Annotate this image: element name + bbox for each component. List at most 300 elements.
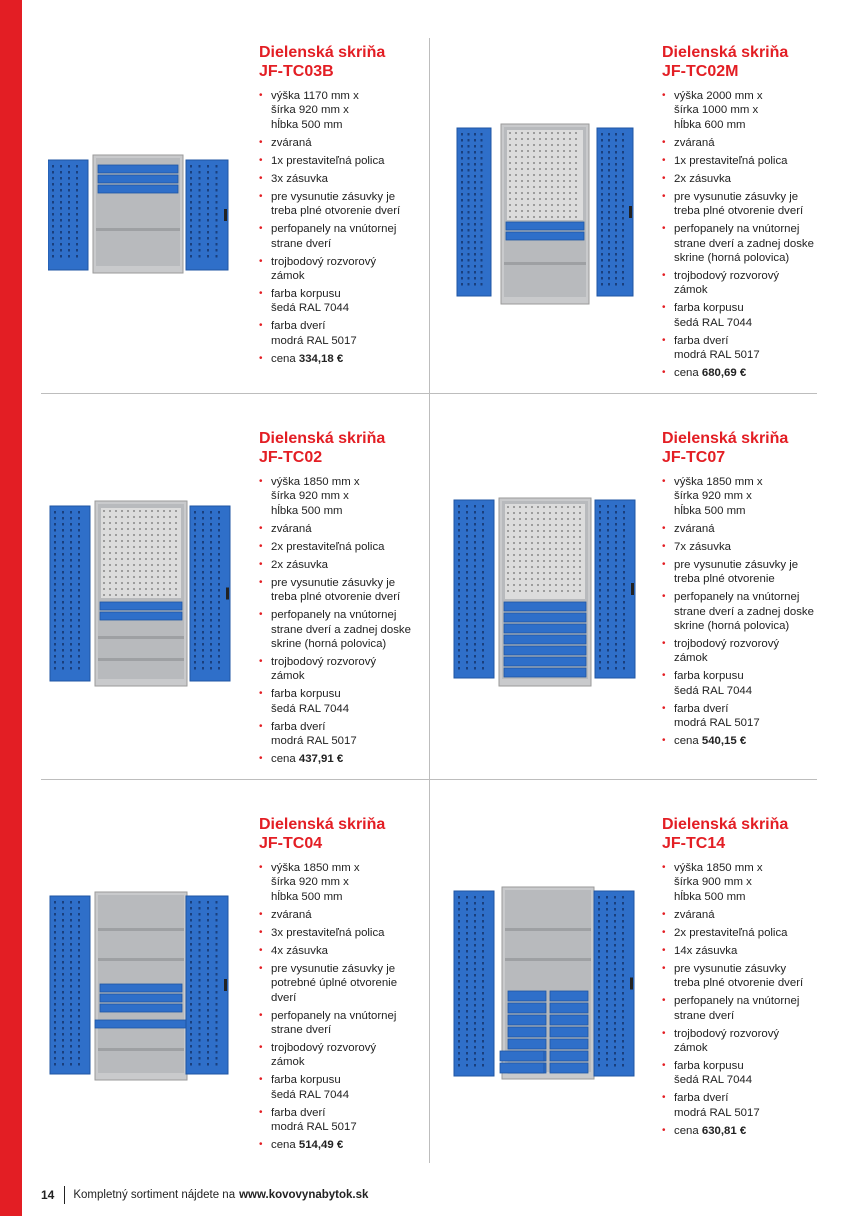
back-perforation — [573, 566, 575, 568]
door-perforation — [216, 919, 218, 922]
door-perforation — [62, 541, 64, 544]
door-perforation — [216, 171, 218, 174]
door-perforation — [607, 601, 609, 604]
door-perforation — [623, 595, 625, 598]
door-perforation — [601, 217, 603, 220]
door-perforation — [615, 655, 617, 658]
spec-item: • výška 2000 mm x šírka 1000 mm x hĺbka 600 mm — [662, 89, 837, 132]
door-perforation — [474, 505, 476, 508]
door-perforation — [458, 920, 460, 923]
door-perforation — [190, 171, 192, 174]
door-perforation — [599, 523, 601, 526]
door-perforation — [199, 943, 201, 946]
back-perforation — [579, 578, 581, 580]
back-perforation — [139, 582, 141, 584]
back-perforation — [519, 572, 521, 574]
door-perforation — [474, 601, 476, 604]
door-perforation — [216, 225, 218, 228]
door-perforation — [458, 998, 460, 1001]
door-perforation — [207, 231, 209, 234]
back-perforation — [103, 522, 105, 524]
back-perforation — [533, 192, 535, 194]
back-perforation — [521, 180, 523, 182]
door-perforation — [202, 559, 204, 562]
door-perforation — [199, 201, 201, 204]
door-perforation — [458, 956, 460, 959]
door-perforation — [218, 547, 220, 550]
door-perforation — [199, 1033, 201, 1036]
back-perforation — [575, 180, 577, 182]
back-perforation — [133, 516, 135, 518]
door-perforation — [607, 607, 609, 610]
door-perforation — [466, 1022, 468, 1025]
door-perforation — [62, 901, 64, 904]
door-perforation — [608, 277, 610, 280]
door-perforation — [199, 1015, 201, 1018]
door-perforation — [468, 133, 470, 136]
door-perforation — [607, 625, 609, 628]
cabinet-image-jf-tc07 — [452, 494, 637, 689]
price-value: 680,69 € — [701, 367, 747, 380]
spec-item: • farba dverí modrá RAL 5017 — [259, 1106, 434, 1135]
back-perforation — [567, 506, 569, 508]
back-perforation — [555, 578, 557, 580]
door-perforation — [606, 914, 608, 917]
door-perforation — [190, 165, 192, 168]
door-perforation — [466, 643, 468, 646]
door-perforation — [614, 1040, 616, 1043]
door-perforation — [210, 589, 212, 592]
door-perforation — [216, 979, 218, 982]
door-perforation — [210, 619, 212, 622]
door-perforation — [607, 619, 609, 622]
back-perforation — [145, 570, 147, 572]
door-perforation — [190, 207, 192, 210]
cabinet-drawer — [550, 1015, 588, 1025]
back-perforation — [103, 528, 105, 530]
back-perforation — [575, 186, 577, 188]
door-perforation — [190, 195, 192, 198]
door-perforation — [70, 1063, 72, 1066]
door-perforation — [52, 213, 54, 216]
back-perforation — [551, 192, 553, 194]
back-perforation — [515, 132, 517, 134]
back-perforation — [531, 536, 533, 538]
back-perforation — [557, 162, 559, 164]
door-perforation — [614, 1046, 616, 1049]
door-perforation — [62, 607, 64, 610]
door-perforation — [70, 565, 72, 568]
door-perforation — [607, 547, 609, 550]
door-perforation — [622, 139, 624, 142]
footer-separator — [64, 1186, 65, 1204]
door-perforation — [614, 1010, 616, 1013]
back-perforation — [139, 528, 141, 530]
door-perforation — [481, 157, 483, 160]
door-perforation — [78, 643, 80, 646]
back-perforation — [151, 588, 153, 590]
cabinet-drawer — [100, 994, 182, 1002]
door-perforation — [474, 619, 476, 622]
door-perforation — [458, 938, 460, 941]
back-perforation — [519, 554, 521, 556]
back-perforation — [121, 510, 123, 512]
door-perforation — [615, 583, 617, 586]
door-perforation — [68, 189, 70, 192]
back-perforation — [567, 548, 569, 550]
product-jf-tc14 — [662, 815, 837, 1142]
back-perforation — [509, 192, 511, 194]
door-perforation — [210, 655, 212, 658]
cabinet-drawer — [550, 1063, 588, 1073]
back-perforation — [527, 168, 529, 170]
back-perforation — [575, 138, 577, 140]
back-perforation — [133, 582, 135, 584]
door-perforation — [608, 235, 610, 238]
back-perforation — [539, 150, 541, 152]
back-perforation — [573, 524, 575, 526]
back-perforation — [557, 192, 559, 194]
product-jf-tc07 — [662, 429, 837, 752]
door-perforation — [194, 607, 196, 610]
door-perforation — [466, 517, 468, 520]
door-perforation — [601, 157, 603, 160]
door-perforation — [78, 925, 80, 928]
back-perforation — [579, 572, 581, 574]
back-perforation — [551, 180, 553, 182]
door-perforation — [598, 1040, 600, 1043]
cabinet-drawer — [100, 602, 182, 610]
back-perforation — [551, 138, 553, 140]
spec-list — [259, 89, 434, 366]
door-perforation — [62, 949, 64, 952]
door-perforation — [482, 517, 484, 520]
door-perforation — [190, 201, 192, 204]
product-code: JF-TC07 — [662, 449, 726, 466]
door-perforation — [60, 165, 62, 168]
door-perforation — [202, 511, 204, 514]
door-perforation — [62, 613, 64, 616]
door-perforation — [70, 589, 72, 592]
back-perforation — [537, 560, 539, 562]
back-perforation — [537, 572, 539, 574]
price-item — [259, 752, 434, 766]
back-perforation — [539, 144, 541, 146]
door-perforation — [599, 583, 601, 586]
back-perforation — [115, 576, 117, 578]
door-perforation — [466, 986, 468, 989]
door-perforation — [458, 950, 460, 953]
door-perforation — [190, 919, 192, 922]
door-perforation — [190, 1063, 192, 1066]
door-perforation — [458, 914, 460, 917]
spec-item: • 7x zásuvka — [662, 540, 837, 554]
back-perforation — [175, 594, 177, 596]
back-perforation — [163, 522, 165, 524]
door-perforation — [54, 529, 56, 532]
back-perforation — [163, 510, 165, 512]
back-perforation — [513, 548, 515, 550]
door-perforation — [76, 207, 78, 210]
back-perforation — [169, 582, 171, 584]
back-perforation — [519, 542, 521, 544]
door-perforation — [615, 151, 617, 154]
door-perforation — [458, 1034, 460, 1037]
cabinet-drawer — [504, 668, 586, 677]
cabinet-drawer — [506, 222, 584, 230]
back-perforation — [103, 582, 105, 584]
cabinet-shelf — [505, 958, 591, 961]
back-perforation — [557, 132, 559, 134]
door-perforation — [474, 932, 476, 935]
cabinet-drawer — [506, 232, 584, 240]
door-perforation — [623, 637, 625, 640]
back-perforation — [549, 578, 551, 580]
back-perforation — [519, 566, 521, 568]
door-perforation — [608, 145, 610, 148]
back-perforation — [557, 144, 559, 146]
back-perforation — [169, 576, 171, 578]
door-perforation — [615, 541, 617, 544]
back-perforation — [157, 522, 159, 524]
back-perforation — [175, 534, 177, 536]
spec-item: • zváraná — [662, 908, 837, 922]
back-perforation — [569, 132, 571, 134]
door-perforation — [76, 213, 78, 216]
door-perforation — [622, 133, 624, 136]
door-perforation — [194, 535, 196, 538]
back-perforation — [133, 528, 135, 530]
door-perforation — [482, 974, 484, 977]
door-lock — [631, 583, 634, 595]
back-perforation — [507, 530, 509, 532]
door-perforation — [481, 241, 483, 244]
door-perforation — [606, 974, 608, 977]
door-perforation — [468, 193, 470, 196]
door-perforation — [601, 151, 603, 154]
back-perforation — [561, 572, 563, 574]
back-perforation — [545, 150, 547, 152]
back-perforation — [563, 210, 565, 212]
door-perforation — [70, 601, 72, 604]
back-perforation — [539, 156, 541, 158]
back-perforation — [545, 162, 547, 164]
door-perforation — [601, 223, 603, 226]
door-perforation — [606, 1010, 608, 1013]
spec-item: • 1x prestaviteľná polica — [259, 154, 434, 168]
door-perforation — [622, 211, 624, 214]
back-perforation — [537, 554, 539, 556]
cabinet-drawer — [100, 984, 182, 992]
door-perforation — [70, 619, 72, 622]
back-perforation — [545, 144, 547, 146]
door-perforation — [194, 511, 196, 514]
door-perforation — [216, 1051, 218, 1054]
back-perforation — [109, 576, 111, 578]
door-perforation — [62, 931, 64, 934]
product-name: Dielenská skriňa — [259, 816, 386, 833]
door-perforation — [601, 193, 603, 196]
back-perforation — [121, 546, 123, 548]
spec-item: • perfopanely na vnútornej strane dverí a zadnej doske skrine (horná polovica) — [662, 590, 837, 633]
back-perforation — [109, 594, 111, 596]
door-perforation — [210, 601, 212, 604]
back-perforation — [507, 542, 509, 544]
door-perforation — [76, 165, 78, 168]
door-perforation — [202, 535, 204, 538]
back-perforation — [567, 524, 569, 526]
door-perforation — [474, 1010, 476, 1013]
door-perforation — [481, 193, 483, 196]
door-perforation — [190, 1027, 192, 1030]
door-perforation — [614, 1016, 616, 1019]
door-perforation — [598, 998, 600, 1001]
spec-item: • výška 1170 mm x šírka 920 mm x hĺbka 500 mm — [259, 89, 434, 132]
door-perforation — [599, 511, 601, 514]
back-perforation — [513, 554, 515, 556]
back-perforation — [569, 168, 571, 170]
door-perforation — [607, 589, 609, 592]
door-perforation — [606, 1064, 608, 1067]
door-perforation — [623, 589, 625, 592]
door-perforation — [216, 949, 218, 952]
door-perforation — [614, 932, 616, 935]
door-perforation — [194, 583, 196, 586]
back-perforation — [579, 512, 581, 514]
door-perforation — [599, 661, 601, 664]
back-perforation — [549, 566, 551, 568]
door-perforation — [207, 901, 209, 904]
door-perforation — [76, 231, 78, 234]
back-perforation — [121, 552, 123, 554]
door-perforation — [210, 541, 212, 544]
back-perforation — [551, 156, 553, 158]
door-perforation — [218, 565, 220, 568]
back-perforation — [533, 156, 535, 158]
back-perforation — [509, 132, 511, 134]
back-perforation — [163, 582, 165, 584]
back-perforation — [557, 210, 559, 212]
door-perforation — [62, 601, 64, 604]
door-perforation — [482, 505, 484, 508]
spec-item: • 4x zásuvka — [259, 944, 434, 958]
door-perforation — [194, 565, 196, 568]
spec-item: • pre vysunutie zásuvky je treba plné otvorenie dverí — [259, 576, 434, 605]
door-perforation — [70, 913, 72, 916]
door-perforation — [216, 195, 218, 198]
door-perforation — [458, 523, 460, 526]
back-perforation — [543, 560, 545, 562]
door-perforation — [218, 613, 220, 616]
back-perforation — [139, 540, 141, 542]
door-perforation — [199, 1009, 201, 1012]
back-perforation — [145, 582, 147, 584]
back-perforation — [551, 162, 553, 164]
door-perforation — [608, 169, 610, 172]
back-perforation — [545, 186, 547, 188]
door-perforation — [62, 1015, 64, 1018]
door-perforation — [614, 992, 616, 995]
cabinet-drawer — [550, 1051, 588, 1061]
door-perforation — [614, 998, 616, 1001]
door-perforation — [607, 571, 609, 574]
door-perforation — [60, 213, 62, 216]
back-perforation — [103, 552, 105, 554]
door-perforation — [202, 631, 204, 634]
cabinet-shelf — [98, 636, 184, 639]
door-perforation — [601, 187, 603, 190]
door-perforation — [216, 985, 218, 988]
door-perforation — [614, 1052, 616, 1055]
back-perforation — [539, 198, 541, 200]
back-perforation — [537, 524, 539, 526]
door-perforation — [458, 529, 460, 532]
door-perforation — [70, 607, 72, 610]
door-perforation — [78, 937, 80, 940]
door-perforation — [62, 637, 64, 640]
back-perforation — [163, 558, 165, 560]
back-perforation — [557, 150, 559, 152]
back-perforation — [175, 528, 177, 530]
door-perforation — [599, 571, 601, 574]
door-perforation — [190, 1039, 192, 1042]
door-perforation — [218, 571, 220, 574]
door-perforation — [466, 938, 468, 941]
door-perforation — [52, 243, 54, 246]
door-perforation — [474, 956, 476, 959]
back-perforation — [569, 138, 571, 140]
door-perforation — [474, 631, 476, 634]
price-item — [662, 1124, 837, 1138]
back-perforation — [579, 554, 581, 556]
back-perforation — [563, 216, 565, 218]
door-perforation — [199, 1021, 201, 1024]
back-perforation — [579, 506, 581, 508]
door-perforation — [202, 529, 204, 532]
back-perforation — [567, 518, 569, 520]
door-perforation — [601, 253, 603, 256]
door-perforation — [207, 177, 209, 180]
door-perforation — [482, 998, 484, 1001]
door-perforation — [70, 577, 72, 580]
door-perforation — [199, 255, 201, 258]
door-perforation — [466, 944, 468, 947]
door-perforation — [598, 950, 600, 953]
back-perforation — [513, 572, 515, 574]
back-perforation — [543, 566, 545, 568]
door-perforation — [481, 205, 483, 208]
door-perforation — [614, 908, 616, 911]
door-perforation — [190, 219, 192, 222]
door-perforation — [199, 1027, 201, 1030]
door-perforation — [468, 169, 470, 172]
door-perforation — [614, 944, 616, 947]
door-perforation — [218, 559, 220, 562]
spec-item: • farba dverí modrá RAL 5017 — [662, 1091, 837, 1120]
door-perforation — [474, 1022, 476, 1025]
spec-item: • farba korpusu šedá RAL 7044 — [259, 287, 434, 316]
door-perforation — [461, 241, 463, 244]
door-perforation — [54, 619, 56, 622]
door-perforation — [199, 979, 201, 982]
door-perforation — [54, 535, 56, 538]
website-link[interactable]: www.kovovynabytok.sk — [239, 1189, 369, 1201]
door-perforation — [199, 177, 201, 180]
door-perforation — [623, 613, 625, 616]
door-perforation — [614, 920, 616, 923]
door-perforation — [474, 1058, 476, 1061]
back-perforation — [519, 560, 521, 562]
